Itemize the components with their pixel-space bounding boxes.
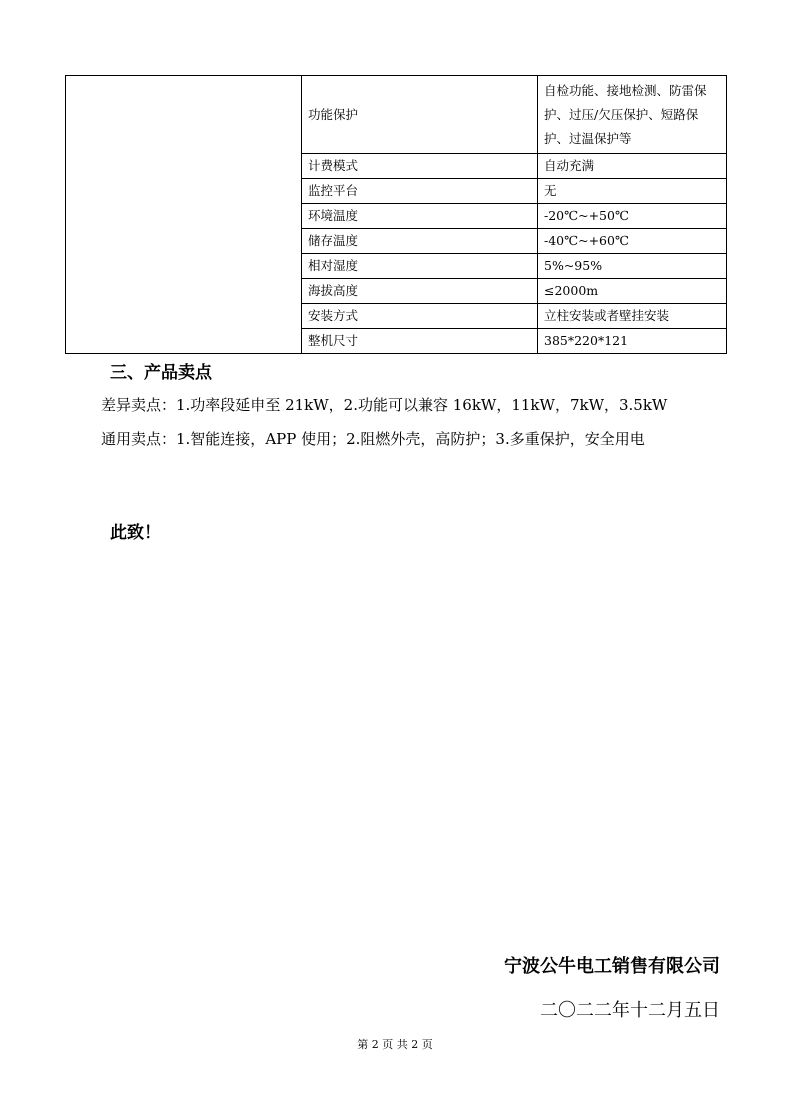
spec-label: 环境温度: [302, 204, 538, 229]
differential-selling-points: 差异卖点：1.功率段延申至 21kW，2.功能可以兼容 16kW，11kW，7kW，3.5kW: [101, 396, 668, 414]
spec-label: 监控平台: [302, 179, 538, 204]
spec-label: 整机尺寸: [302, 329, 538, 354]
spec-value: 385*220*121: [538, 329, 727, 354]
spec-label: 海拔高度: [302, 279, 538, 304]
section-heading: 三、产品卖点: [110, 363, 212, 383]
general-selling-points: 通用卖点：1.智能连接，APP 使用；2.阻燃外壳，高防护；3.多重保护，安全用电: [101, 430, 645, 448]
table-row: [66, 76, 727, 154]
spec-value: 无: [538, 179, 727, 204]
spec-value: -40℃~+60℃: [538, 229, 727, 254]
page-footer: 第 2 页 共 2 页: [357, 1038, 433, 1051]
spec-value: 立柱安装或者壁挂安装: [538, 304, 727, 329]
spec-value: ≤2000m: [538, 279, 727, 304]
spec-value: -20℃~+50℃: [538, 204, 727, 229]
spec-label: 相对湿度: [302, 254, 538, 279]
spec-label: 功能保护: [302, 76, 538, 154]
signature-date: 二〇二二年十二月五日: [540, 1000, 720, 1021]
spec-label: 储存温度: [302, 229, 538, 254]
company-name: 宁波公牛电工销售有限公司: [504, 956, 720, 977]
spec-label: 安装方式: [302, 304, 538, 329]
spec-table: [65, 75, 727, 354]
spec-value: 5%~95%: [538, 254, 727, 279]
spec-value: 自检功能、接地检测、防雷保护、过压/欠压保护、短路保护、过温保护等: [538, 76, 727, 154]
spec-value: 自动充满: [538, 154, 727, 179]
blank-merged-cell: [66, 76, 302, 354]
spec-label: 计费模式: [302, 154, 538, 179]
closing-salutation: 此致！: [110, 523, 161, 543]
